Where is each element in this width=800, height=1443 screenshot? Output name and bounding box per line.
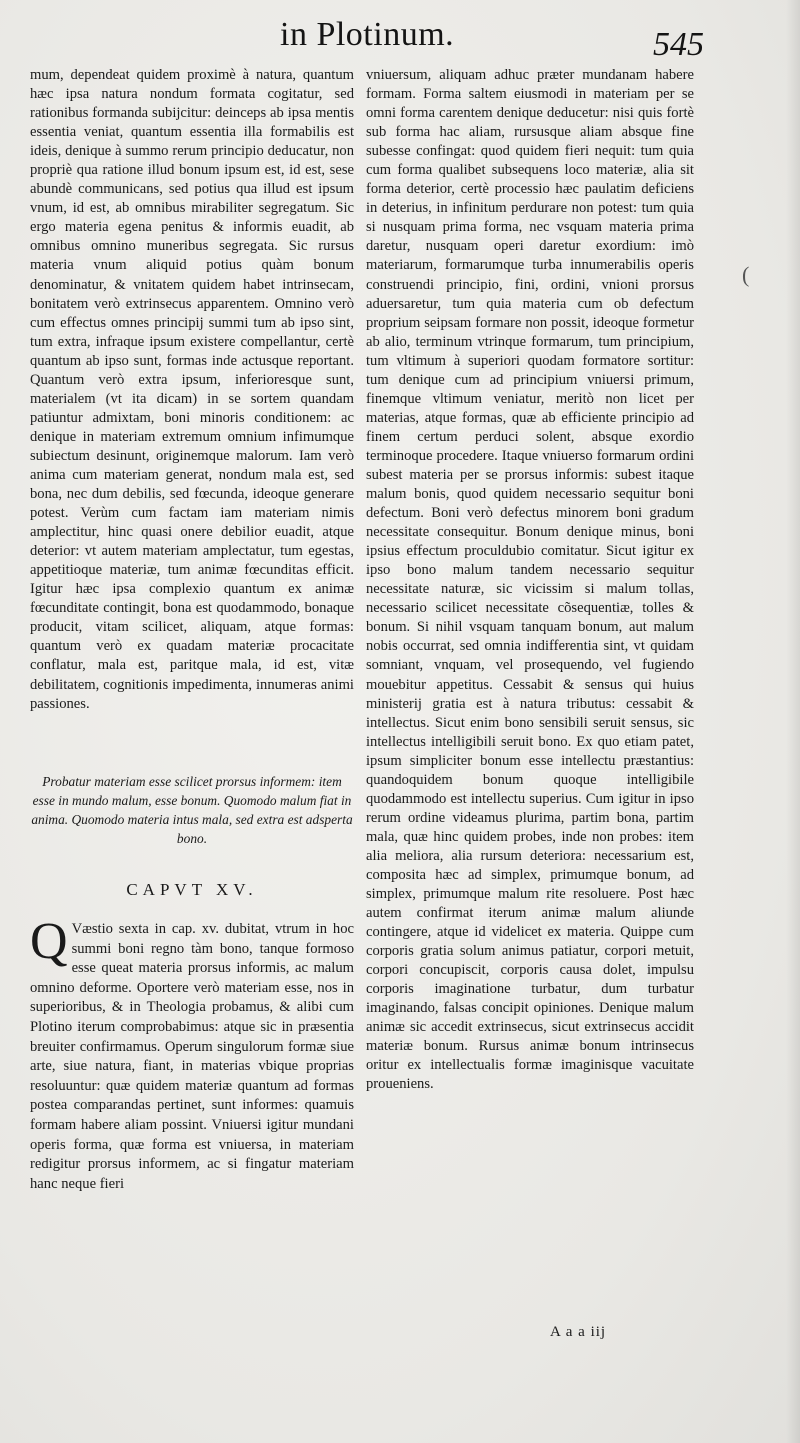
drop-cap: Q [30, 913, 68, 970]
page-number: 545 [653, 26, 704, 63]
chapter-argument: Probatur materiam esse scilicet prorsus informem: item esse in mundo malum, esse bonum. Quomodo malum fiat in anima. Quomodo materia intus mala, sed extra est adsperta bono. [31, 774, 353, 846]
right-column-text: vniuersum, aliquam adhuc præter mundanam habere formam. Forma saltem eiusmodi in materiam per se omni forma carentem denique deducetur: nisi quis fortè sub forma hac aliam, rursusque aliam absque fine subesse confingat: quod quidem fieri nequit: tum quia cum forma qualibet subsequens loco materiæ, alia sit forma deterior, certè processio hæc paulatim deficiens in deterius, in infinitum perdurare non potest: tum quia si nusquam prima forma, nec vsquam materia prima daretur, nusquam operi daretur exordium: imò materiarum, formarumque turba innumerabilis operis construendi principio, fini, ordini, vnioni prorsus aduersaretur, tum quia materia cum ob defectum proprium seipsam formare non possit, ideoque formetur ab alio, terminum vtrinque formarum, tum principium, tum vltimum à superiori quodam formatore sortitur: tum denique cum ad principium vniuersi primum, finemque vltimum veniatur, meritò non licet per materias, atque formas, quæ ab efficiente principio ad finem certum perduci solent, absque exordio terminoque procedere. Itaque vniuerso formarum ordini subest materia per se prorsus informis: subest itaque malum bonis, quod quidem necessario sequitur boni defectum. Boni verò defectus minorem boni gradum necessitate consequitur. Bonum denique minus, boni ipsius effectum proculdubio comitatur. Sicut igitur ex ipso bono malum tandem necessario sequitur necessitate naturæ, sic vicissim si malum tollas, necessario scilicet necessitate cõsequentiæ, tolles & bonum. Si nihil vsquam tanquam bonum, aut malum nobis occurrat, sed omnia indifferentia sint, vt quidam somniant, vnquam, vel prosequendo, vel fugiendo mouebitur appetitus. Cessabit & sensus qui huius ministerij gratia est à natura tributus: cessabit & intellectus. Sicut enim bono sensibili seruit sensus, sic intellectus intelligibili seruit bono. Ex quo etiam patet, ipsum simpliciter bonum esse intellectu præstantius: quandoquidem bonum quoque intelligibile quodammodo est intellectu superius. Cum igitur in ipso rerum ordine videamus plurima, partim bona, partim mala, quæ hinc quidem probes, inde non probes: item alia meliora, alia rursum deteriora: necessarium est, composita hæc ad simplex, primumque bonum, ad simplex, primumque malum rite resoluere. Post hæc autem confirmat iterum animæ malum aliunde contingere, atque id videlicet ex materia. Quippe cum corporis gratia solum animus patiatur, corpori metuit, corpori concupiscit, corporis causa dolet, impulsu corporis imaginatione turbatur, dum turbatur imaginando, falsas concipit opiniones. Denique malum animæ sic accedit extrinsecus, sicut extrinsecus accidit materiæ bonum. Rursus animæ bonum intrinsecus oritur ex intellectualis formæ imaginisque vacuitate proueniens. [366, 67, 694, 1093]
left-column-text: mum, dependeat quidem proximè à natura, quantum hæc ipsa natura nondum formata cogitatur, sed rationibus formanda subijcitur: deinceps ab ipsa mentis essentia veniat, quantum essentia illa formabilis est ideis, denique à summo rerum principio deducatur, non propriè qua ratione illud bonum ipsum est, id est, sese abundè communicans, sed potius qua illud est ipsum vnum, id est, ab omnibus mirabiliter segregatum. Sic ergo materia egena penitus & informis euadit, ab omnibus omnino muneribus segregata. Sic rursus materia vnum aliquid potius quàm bonum denominatur, & vnitatem quidem habet intrinsecam, bonitatem verò extrinsecus apparentem. Omnino verò cum effectus omnes principij summi tum ab ipso sint, tum extra, infraque ipsum existere compellantur, certè quantum ab ipso sunt, formas inde actusque reportant. Quantum verò extra ipsum, inferioresque sunt, materialem (vt ita dicam) in se sortem quandam patiuntur admixtam, boni minoris conditionem: ac denique in materiam extremum omnium infimumque subiectum desinunt, originemque malorum. Iam verò anima cum materiam generat, nondum mala est, sed bona, nec dum debilis, sed fœcunda, ideoque generare potest. Verùm cum factam iam materiam nimis amplectitur, hinc quasi onere debilior euadit, atque deterior: vt autem materiam amplectatur, tum egestas, appetitioque materiæ, tum animæ fœcunditas efficit. Igitur hæc ipsa complexio quantum ex animæ fœcunditate contingit, bona est quodammodo, bonaque producit, vitam scilicet, aliquam, atque formas: quantum verò ex quadam materiæ procacitate conflatur, mala est, paritque mala, id est, vitæ debilitatem, cognitionis impedimenta, innumeras animi passiones. [30, 67, 354, 712]
right-column [366, 66, 694, 1095]
running-head: in Plotinum. [280, 16, 455, 53]
page-edge-shadow [786, 0, 800, 1443]
printer-signature: A a a iij [550, 1324, 607, 1340]
margin-mark: ( [742, 262, 750, 287]
chapter-heading: CAPVT XV. [126, 880, 258, 899]
chapter-body [30, 913, 354, 1194]
chapter-text: Væstio sexta in cap. xv. dubitat, vtrum in hoc summi boni regno tàm bono, tanque formoso esse queat materia prorsus informis, ac malum omnino deforme. Oportere verò materiam esse, nos in superioribus, & in Theologia probamus, & alibi cum Plotino iterum comprobabimus: atque sic in præsentia breuiter confirmamus. Operum singulorum formæ siue arte, siue natura, fiant, in materias vbique proprias resoluuntur: quæ quidem materiæ quantum ad formas postea comparandas pertinet, sunt informes: quamuis formam habere aliam possint. Vniuersi igitur mundani operis forma, quæ forma est vniuersa, in materiam redigitur prorsus informem, ac si fingatur materiam hanc neque fieri [30, 921, 354, 1192]
left-column [30, 66, 354, 714]
